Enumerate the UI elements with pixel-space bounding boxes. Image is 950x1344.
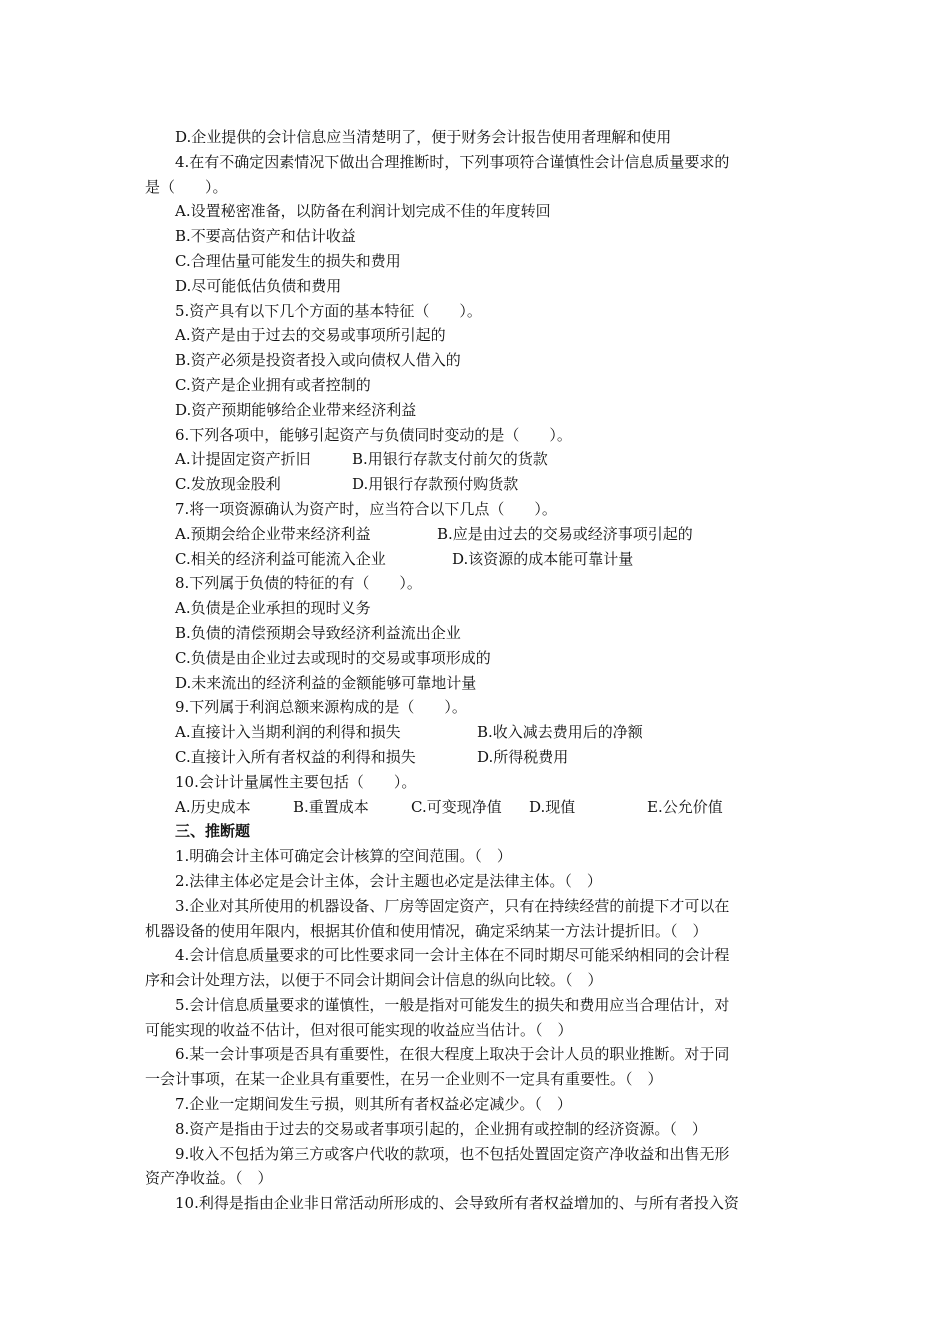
question-9: 9.下列属于利润总额来源构成的是（ ）。 [175, 698, 467, 717]
option-8a: A.负债是企业承担的现时义务 [175, 599, 371, 618]
document-body [145, 125, 810, 1216]
judgement-6: 6.某一会计事项是否具有重要性，在很大程度上取决于会计人员的职业推断。对于同 [175, 1045, 730, 1064]
option-4c: C.合理估量可能发生的损失和费用 [175, 251, 401, 270]
option-6b: B.用银行存款支付前欠的货款 [352, 450, 548, 469]
section-heading-judgement: 三、推断题 [175, 822, 251, 841]
judgement-6-continued: 一会计事项，在某一企业具有重要性，在另一企业则不一定具有重要性。（ ） [145, 1070, 663, 1089]
options-7-cd [145, 547, 810, 572]
option-9c: C.直接计入所有者权益的利得和损失 [175, 747, 416, 766]
option-4b: B.不要高估资产和估计收益 [175, 227, 356, 246]
option-5b: B.资产必须是投资者投入或向债权人借入的 [175, 351, 461, 370]
option-8b: B.负债的清偿预期会导致经济利益流出企业 [175, 623, 461, 642]
option-7b: B.应是由过去的交易或经济事项引起的 [437, 524, 693, 543]
option-8d: D.未来流出的经济利益的金额能够可靠地计量 [175, 673, 477, 692]
judgement-3: 3.企业对其所使用的机器设备、厂房等固定资产，只有在持续经营的前提下才可以在 [175, 896, 730, 915]
options-9-ab [145, 720, 810, 745]
option-9b: B.收入减去费用后的净额 [477, 723, 643, 742]
question-6: 6.下列各项中，能够引起资产与负债同时变动的是（ ）。 [175, 425, 572, 444]
judgement-2: 2.法律主体必定是会计主体，会计主题也必定是法律主体。（ ） [175, 871, 602, 890]
option-6d: D.用银行存款预付购货款 [352, 475, 519, 494]
judgement-4: 4.会计信息质量要求的可比性要求同一会计主体在不同时期尽可能采纳相同的会计程 [175, 946, 730, 965]
option-8c: C.负债是由企业过去或现时的交易或事项形成的 [175, 648, 491, 667]
option-10d: D.现值 [529, 797, 576, 816]
option-7c: C.相关的经济利益可能流入企业 [175, 549, 386, 568]
option-4a: A.设置秘密准备，以防备在利润计划完成不佳的年度转回 [175, 202, 551, 221]
question-5: 5.资产具有以下几个方面的基本特征（ ）。 [175, 301, 482, 320]
judgement-10: 10.利得是指由企业非日常活动所形成的、会导致所有者权益增加的、与所有者投入资 [175, 1194, 739, 1213]
option-10e: E.公允价值 [647, 797, 723, 816]
options-6-ab [145, 447, 810, 472]
option-10b: B.重置成本 [293, 797, 369, 816]
options-7-ab [145, 522, 810, 547]
option-6c: C.发放现金股利 [175, 475, 281, 494]
option-7a: A.预期会给企业带来经济利益 [175, 524, 371, 543]
options-10 [145, 795, 810, 820]
question-4-continued: 是（ ）。 [145, 177, 228, 196]
option-10a: A.历史成本 [175, 797, 251, 816]
option-6a: A.计提固定资产折旧 [175, 450, 311, 469]
option-5a: A.资产是由于过去的交易或事项所引起的 [175, 326, 446, 345]
question-10: 10.会计计量属性主要包括（ ）。 [175, 772, 417, 791]
question-4: 4.在有不确定因素情况下做出合理推断时，下列事项符合谨慎性会计信息质量要求的 [175, 152, 730, 171]
option-9d: D.所得税费用 [477, 747, 569, 766]
judgement-5: 5.会计信息质量要求的谨慎性，一般是指对可能发生的损失和费用应当合理估计，对 [175, 995, 730, 1014]
judgement-7: 7.企业一定期间发生亏损，则其所有者权益必定减少。（ ） [175, 1095, 572, 1114]
judgement-9: 9.收入不包括为第三方或客户代收的款项，也不包括处置固定资产净收益和出售无形 [175, 1144, 730, 1163]
judgement-8: 8.资产是指由于过去的交易或者事项引起的，企业拥有或控制的经济资源。（ ） [175, 1119, 707, 1138]
options-6-cd [145, 472, 810, 497]
question-8: 8.下列属于负债的特征的有（ ）。 [175, 574, 422, 593]
judgement-5-continued: 可能实现的收益不估计，但对很可能实现的收益应当估计。（ ） [145, 1020, 573, 1039]
question-7: 7.将一项资源确认为资产时，应当符合以下几点（ ）。 [175, 499, 557, 518]
option-10c: C.可变现净值 [411, 797, 502, 816]
option-1d: D.企业提供的会计信息应当清楚明了，便于财务会计报告使用者理解和使用 [175, 128, 672, 146]
judgement-1: 1.明确会计主体可确定会计核算的空间范围。（ ） [175, 847, 512, 866]
options-9-cd [145, 745, 810, 770]
option-5c: C.资产是企业拥有或者控制的 [175, 375, 371, 394]
judgement-9-continued: 资产净收益。（ ） [145, 1169, 273, 1188]
option-7d: D.该资源的成本能可靠计量 [452, 549, 634, 568]
option-9a: A.直接计入当期利润的利得和损失 [175, 723, 401, 742]
option-5d: D.资产预期能够给企业带来经济利益 [175, 400, 417, 419]
judgement-4-continued: 序和会计处理方法，以便于不同会计期间会计信息的纵向比较。（ ） [145, 971, 603, 990]
option-4d: D.尽可能低估负债和费用 [175, 276, 342, 295]
judgement-3-continued: 机器设备的使用年限内，根据其价值和使用情况，确定采纳某一方法计提折旧。（ ） [145, 921, 708, 940]
